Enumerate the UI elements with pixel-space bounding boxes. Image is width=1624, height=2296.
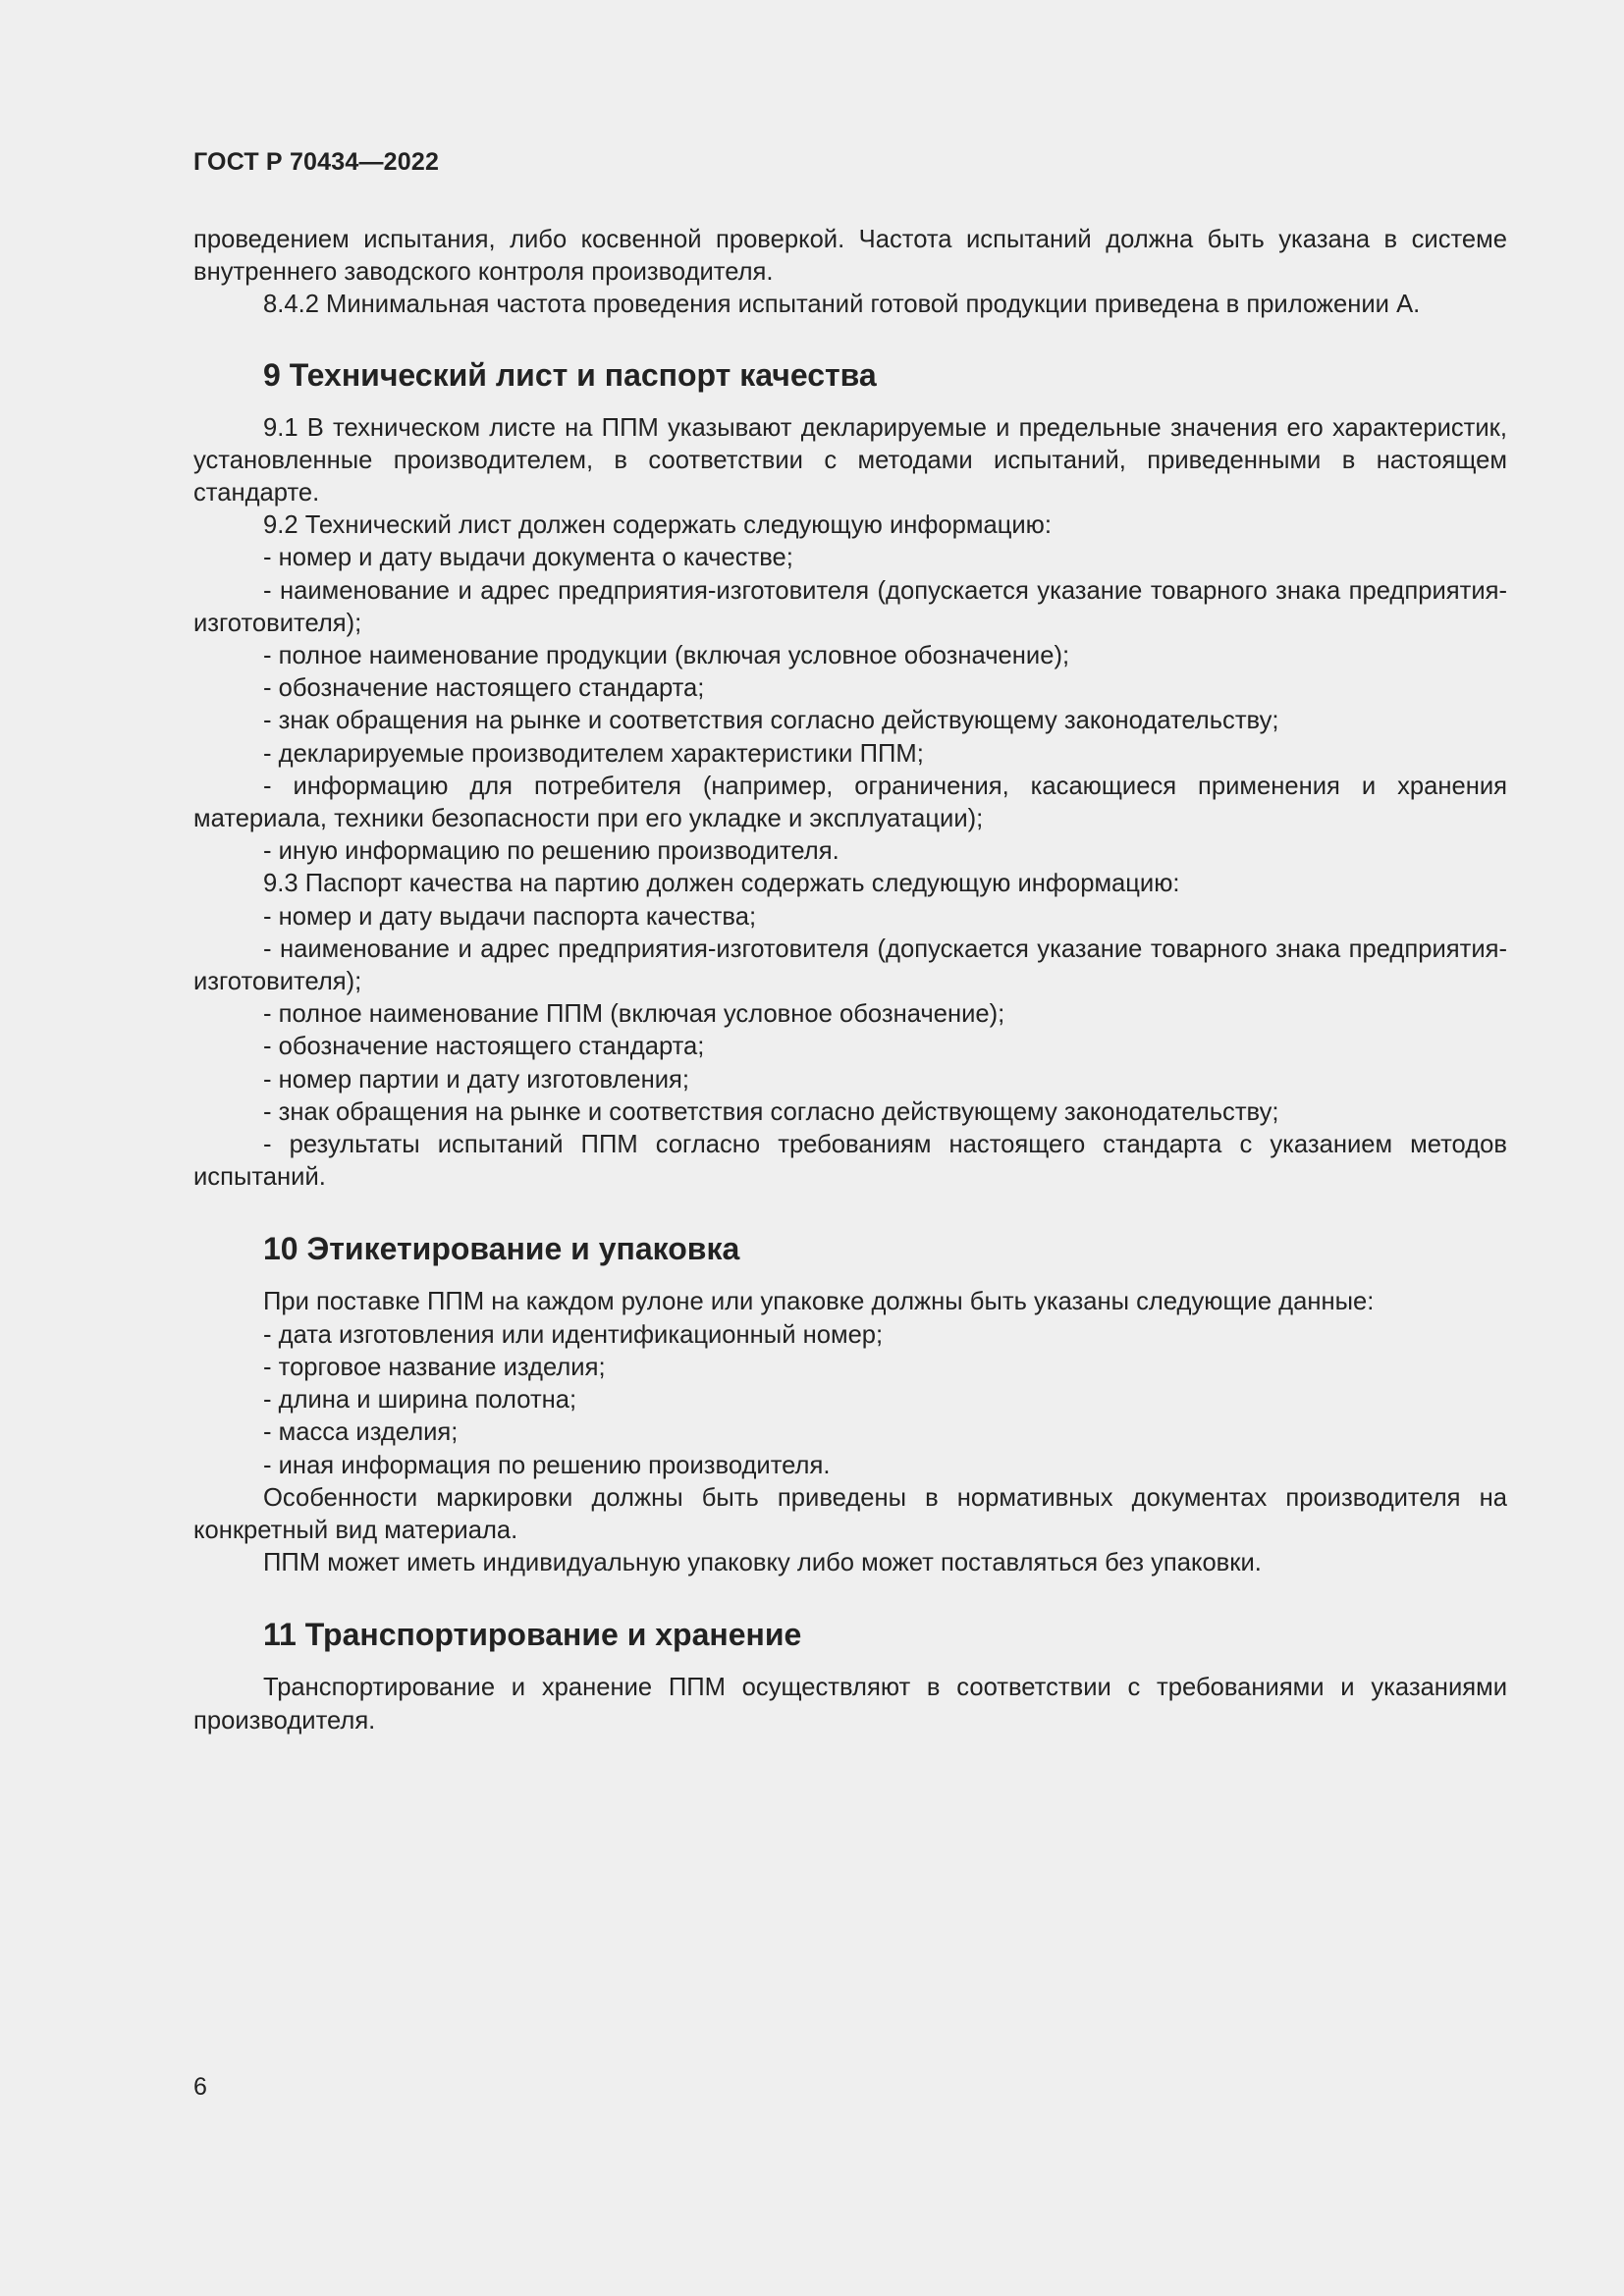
list-item: - дата изготовления или идентификационный номер; <box>263 1320 884 1349</box>
list-item: - номер партии и дату изготовления; <box>263 1065 690 1094</box>
list-item: - наименование и адрес предприятия-изготовителя (допускается указание товарного знака предприятия-изготовителя); <box>193 576 1507 637</box>
page-number: 6 <box>193 2073 207 2101</box>
list-item: - знак обращения на рынке и соответствия согласно действующему законодательству; <box>263 1097 1279 1126</box>
list-item: - длина и ширина полотна; <box>263 1386 577 1415</box>
list-item: - полное наименование ППМ (включая условное обозначение); <box>263 1000 1005 1029</box>
paragraph-continuation: проведением испытания, либо косвенной проверкой. Частота испытаний должна быть указана в системе внутреннего заводского контроля производителя. <box>193 226 1507 287</box>
list-item: - номер и дату выдачи документа о качестве; <box>263 544 793 572</box>
list-item: - иную информацию по решению производителя. <box>263 837 839 866</box>
list-item: - наименование и адрес предприятия-изготовителя (допускается указание товарного знака предприятия-изготовителя); <box>193 934 1507 996</box>
list-item: - обозначение настоящего стандарта; <box>263 1033 705 1061</box>
section-9-heading: 9 Технический лист и паспорт качества <box>263 356 877 393</box>
section-10-heading: 10 Этикетирование и упаковка <box>263 1231 740 1267</box>
document-header: ГОСТ Р 70434—2022 <box>193 148 440 176</box>
list-item: - номер и дату выдачи паспорта качества; <box>263 902 757 931</box>
section-11-heading: 11 Транспортирование и хранение <box>263 1617 802 1653</box>
document-body <box>193 224 1507 1737</box>
paragraph-9-1: 9.1 В техническом листе на ППМ указывают декларируемые и предельные значения его характеристик, установленные производителем, в соответствии с методами испытаний, приведенными в настоящем стандарте. <box>193 413 1507 507</box>
paragraph-11-1: Транспортирование и хранение ППМ осуществляют в соответствии с требованиями и указаниями производителя. <box>193 1674 1507 1735</box>
paragraph-10-marking: Особенности маркировки должны быть приведены в нормативных документах производителя на конкретный вид материала. <box>193 1483 1507 1544</box>
list-item: - результаты испытаний ППМ согласно требованиям настоящего стандарта с указанием методов испытаний. <box>193 1131 1507 1192</box>
list-item: - иная информация по решению производителя. <box>263 1451 831 1479</box>
list-item: - декларируемые производителем характеристики ППМ; <box>263 739 924 768</box>
paragraph-10-packaging: ППМ может иметь индивидуальную упаковку либо может поставляться без упаковки. <box>263 1549 1262 1577</box>
paragraph-10-intro: При поставке ППМ на каждом рулоне или упаковке должны быть указаны следующие данные: <box>263 1288 1375 1316</box>
paragraph-9-3: 9.3 Паспорт качества на партию должен содержать следующую информацию: <box>263 870 1180 898</box>
list-item: - полное наименование продукции (включая условное обозначение); <box>263 642 1070 670</box>
paragraph-8-4-2: 8.4.2 Минимальная частота проведения испытаний готовой продукции приведена в приложении А. <box>263 291 1421 319</box>
list-item: - торговое название изделия; <box>263 1353 606 1381</box>
list-item: - знак обращения на рынке и соответствия согласно действующему законодательству; <box>263 707 1279 735</box>
list-item: - информацию для потребителя (например, ограничения, касающиеся применения и хранения материала, техники безопасности при его укладке и эксплуатации); <box>193 772 1507 833</box>
list-item: - масса изделия; <box>263 1418 459 1447</box>
paragraph-9-2: 9.2 Технический лист должен содержать следующую информацию: <box>263 511 1052 540</box>
list-item: - обозначение настоящего стандарта; <box>263 674 705 703</box>
